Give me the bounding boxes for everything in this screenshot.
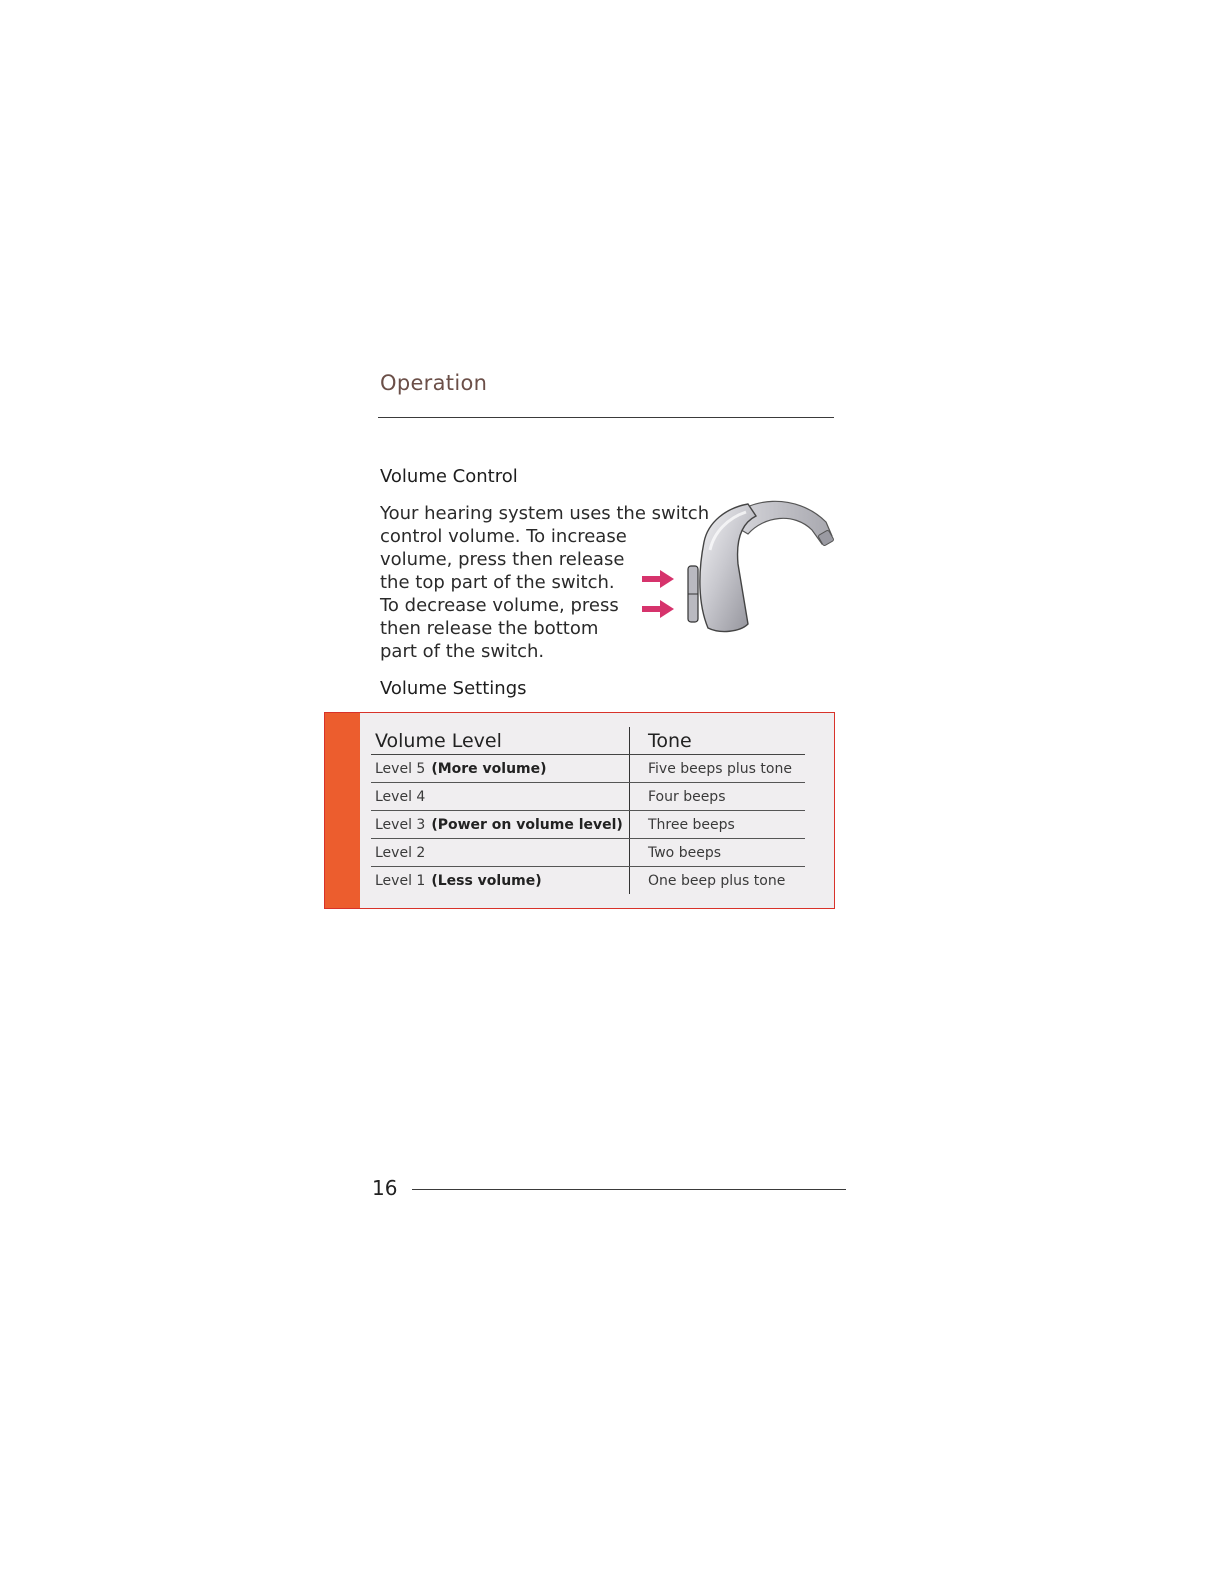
volume-level-cell [371,867,630,895]
table-row [371,867,805,895]
level-label: Level 1 [375,872,426,889]
text-line: To decrease volume, press [380,595,619,616]
volume-level-cell [371,811,630,839]
title-divider [378,417,834,418]
volume-settings-heading: Volume Settings [380,678,527,699]
text-line: control volume. To increase [380,526,627,547]
level-label: Level 5 [375,760,426,777]
level-note: (More volume) [431,760,547,777]
accent-bar [325,713,360,908]
level-label: Level 3 [375,816,426,833]
tone-cell: Five beeps plus tone [630,755,806,783]
page-number: 16 [372,1176,398,1200]
volume-settings-table [371,727,805,894]
level-note: (Less volume) [431,872,542,889]
table-row [371,839,805,867]
level-label: Level 4 [375,788,426,805]
volume-settings-panel [324,712,835,909]
volume-level-cell [371,783,630,811]
table-header-row [371,727,805,755]
table-row [371,811,805,839]
text-line: the top part of the switch. [380,572,615,593]
volume-control-heading: Volume Control [380,466,518,487]
level-label: Level 2 [375,844,426,861]
section-title: Operation [380,371,488,395]
column-header-tone: Tone [630,727,806,755]
tone-cell: Three beeps [630,811,806,839]
table-row [371,755,805,783]
text-line: Your hearing system uses the switch [380,503,710,524]
column-header-volume-level: Volume Level [371,727,630,755]
level-note: (Power on volume level) [431,816,623,833]
tone-cell: One beep plus tone [648,872,786,889]
tone-cell: Two beeps [630,839,806,867]
hearing-aid-device-icon [636,492,840,646]
volume-level-cell [371,755,630,783]
text-line: part of the switch. [380,641,545,662]
volume-level-cell [371,839,630,867]
footer-divider [412,1189,846,1190]
text-line: then release the bottom [380,618,599,639]
text-line: volume, press then release [380,549,625,570]
tone-cell: Four beeps [630,783,806,811]
table-row [371,783,805,811]
